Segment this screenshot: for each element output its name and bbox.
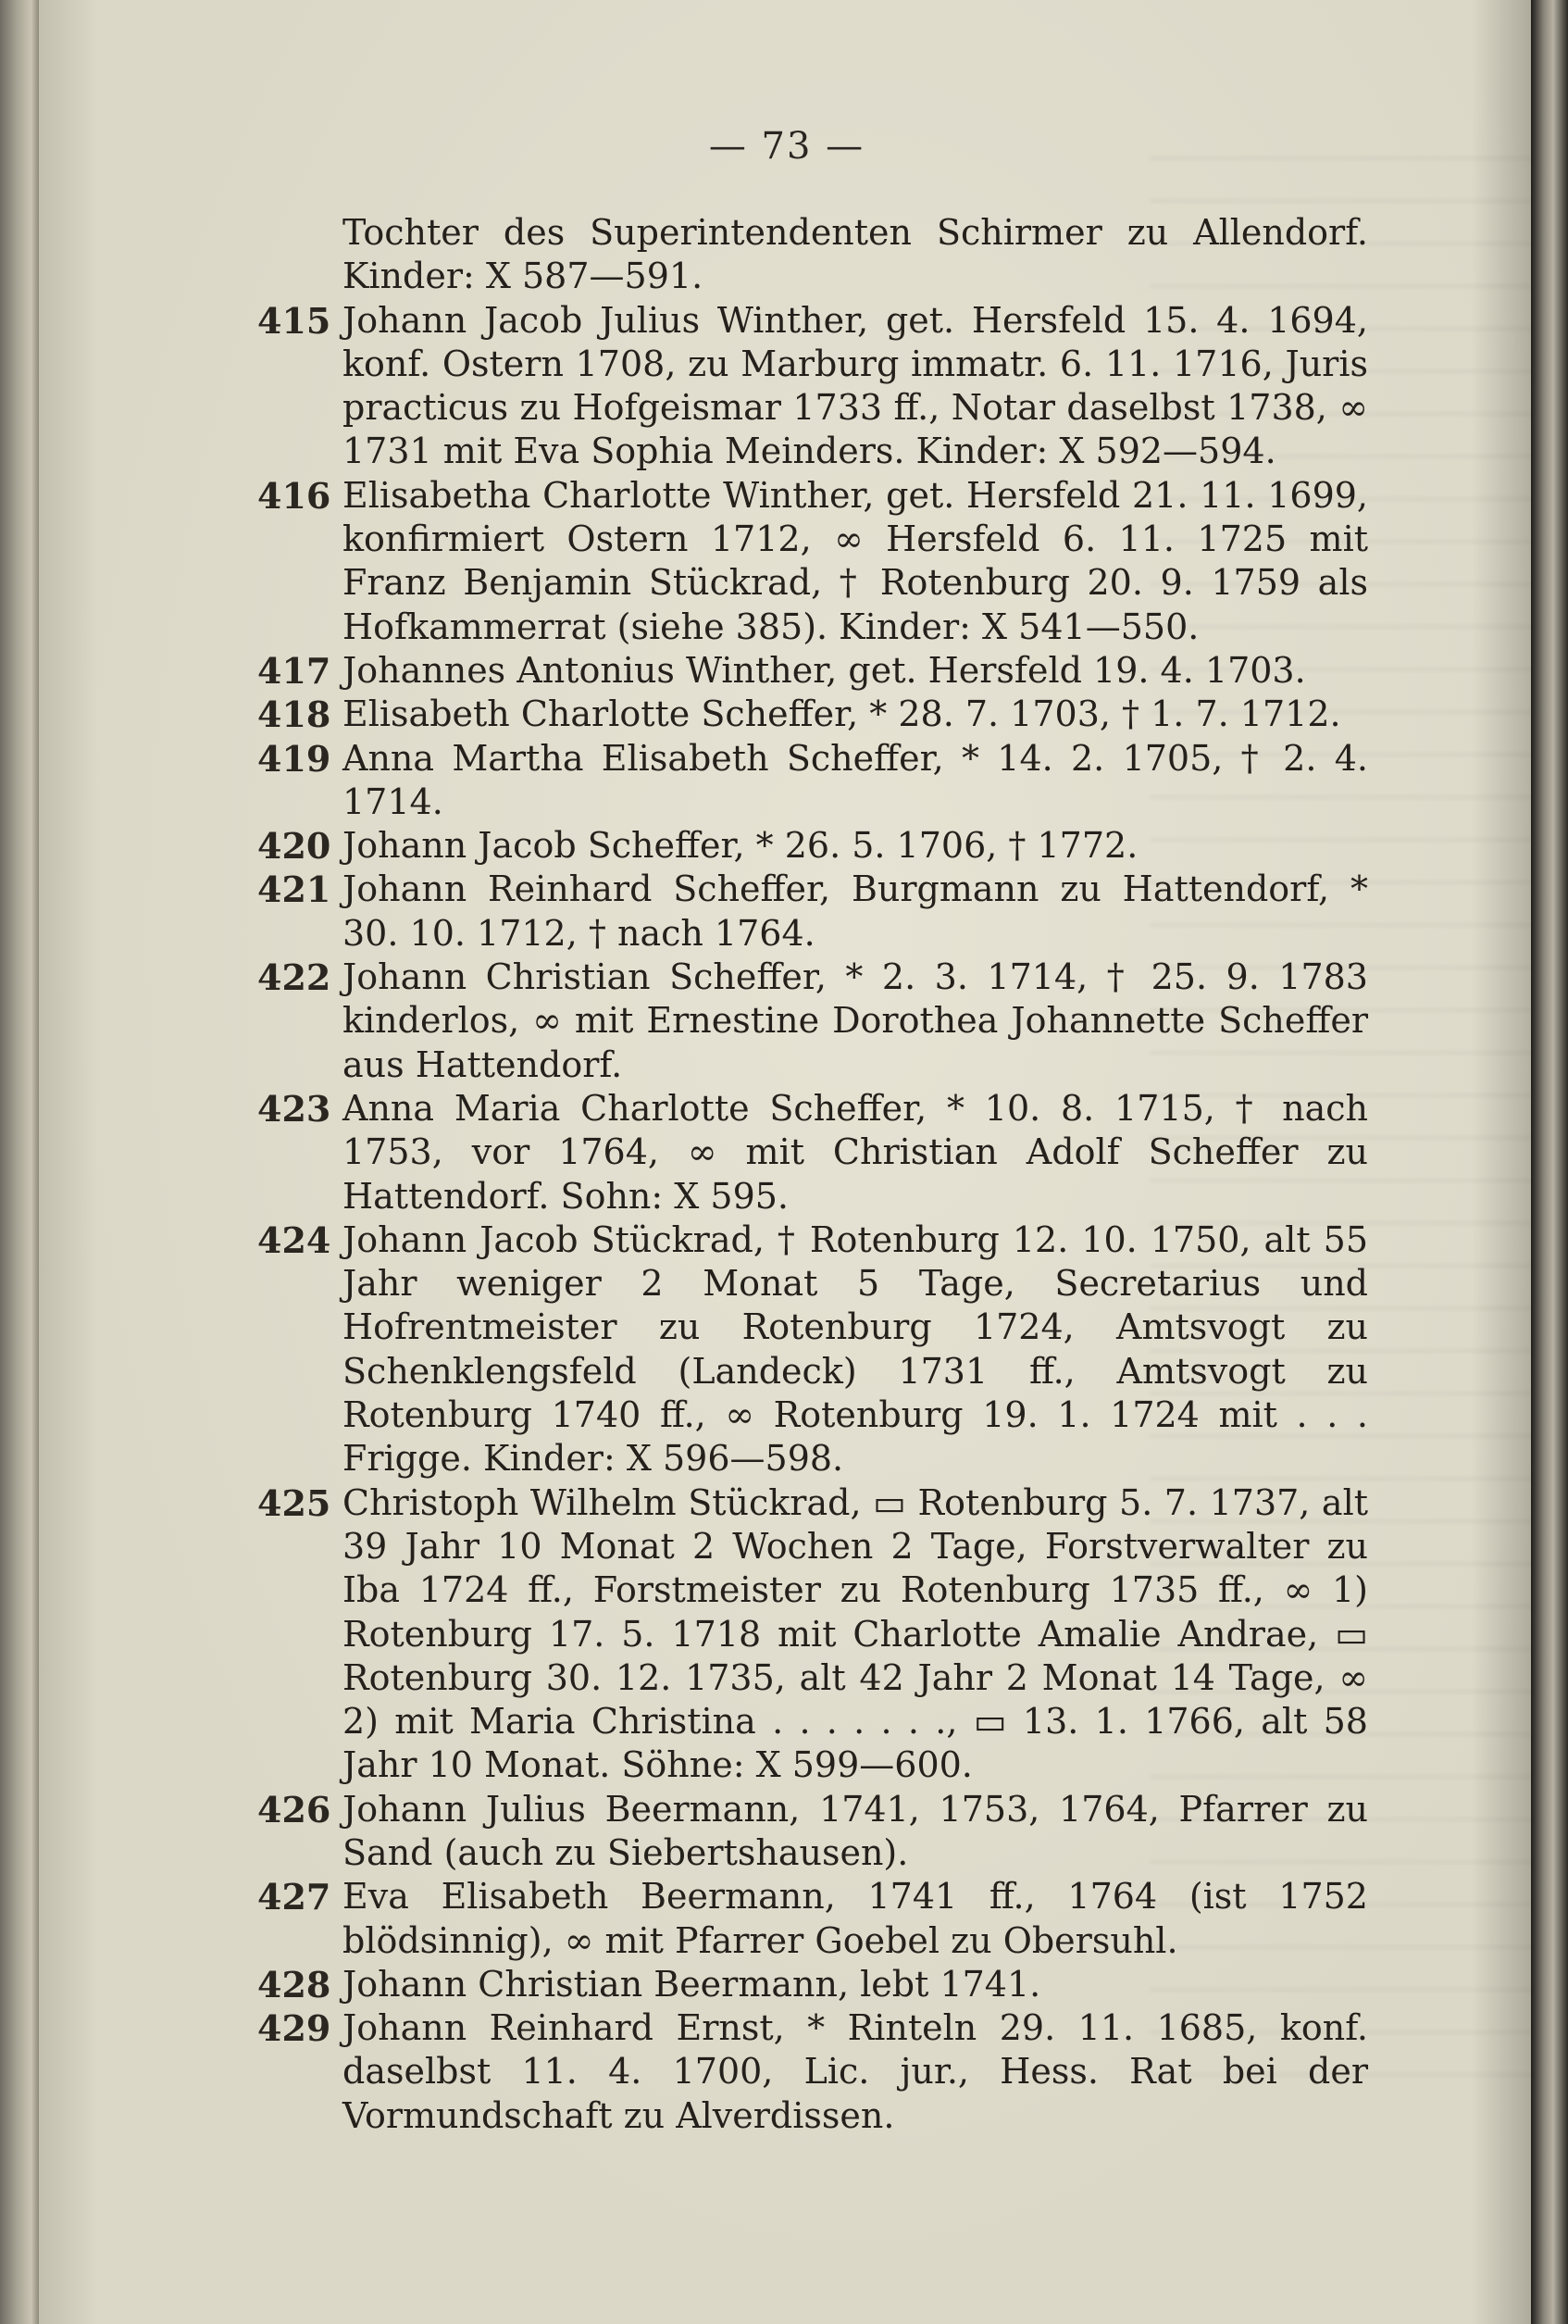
entry-text: Johann Jacob Scheffer, * 26. 5. 1706, † 1772. xyxy=(342,825,1139,867)
genealogy-text xyxy=(257,211,1368,2138)
entry-text: Johann Christian Beermann, lebt 1741. xyxy=(342,1963,1041,2005)
genealogy-entry xyxy=(257,1875,1368,1963)
genealogy-entry xyxy=(257,956,1368,1087)
entry-number: 417 xyxy=(257,649,331,692)
entry-number: 415 xyxy=(257,299,331,342)
entry-number: 420 xyxy=(257,825,331,868)
entry-text: Johann Christian Scheffer, * 2. 3. 1714, † 25. 9. 1783 kinderlos, ∞ mit Ernestine Dorothea Johannette Scheffer aus Hattendorf. xyxy=(342,956,1368,1085)
entry-text: Anna Martha Elisabeth Scheffer, * 14. 2. 1705, † 2. 4. 1714. xyxy=(342,737,1368,822)
entry-number: 426 xyxy=(257,1788,331,1830)
left-page-edge xyxy=(0,0,39,2324)
entry-text: Johann Julius Beermann, 1741, 1753, 1764, Pfarrer zu Sand (auch zu Siebertshausen). xyxy=(342,1788,1368,1873)
entry-text: Johann Reinhard Scheffer, Burgmann zu Hattendorf, * 30. 10. 1712, † nach 1764. xyxy=(342,868,1368,954)
right-page-edge xyxy=(1531,0,1568,2324)
entry-text: Johann Jacob Stückrad, † Rotenburg 12. 10. 1750, alt 55 Jahr weniger 2 Monat 5 Tage, Secretarius und Hofrentmeister zu Rotenburg 1724, Amtsvogt zu Schenklengsfeld (Landeck) 1731 ff., Amtsvogt zu Rotenburg 1740 ff., ∞ Rotenburg 19. 1. 1724 mit . . . Frigge. Kinder: X 596—598. xyxy=(342,1218,1368,1480)
genealogy-entry xyxy=(257,299,1368,474)
genealogy-entry xyxy=(257,2006,1368,2138)
entry-number: 416 xyxy=(257,474,331,517)
genealogy-entry xyxy=(257,1481,1368,1788)
paragraph-text: Tochter des Superintendenten Schirmer zu Allendorf. Kinder: X 587—591. xyxy=(342,212,1368,297)
entry-text: Elisabetha Charlotte Winther, get. Hersfeld 21. 11. 1699, konfirmiert Ostern 1712, ∞ Hersfeld 6. 11. 1725 mit Franz Benjamin Stückrad, † Rotenburg 20. 9. 1759 als Hofkammerrat (siehe 385). Kinder: X 541—550. xyxy=(342,474,1368,647)
genealogy-entry xyxy=(257,737,1368,825)
entry-number: 428 xyxy=(257,1963,331,2005)
genealogy-entry xyxy=(257,649,1368,693)
entry-text: Johann Jacob Julius Winther, get. Hersfeld 15. 4. 1694, konf. Ostern 1708, zu Marburg immatr. 6. 11. 1716, Juris practicus zu Hofgeismar 1733 ff., Notar daselbst 1738, ∞ 1731 mit Eva Sophia Meinders. Kinder: X 592—594. xyxy=(342,299,1368,472)
genealogy-entry xyxy=(257,693,1368,736)
genealogy-entry xyxy=(257,1963,1368,2006)
genealogy-entry xyxy=(257,868,1368,956)
entry-number: 421 xyxy=(257,868,331,911)
entry-number: 429 xyxy=(257,2007,331,2050)
continued-paragraph xyxy=(257,211,1368,299)
entry-number: 424 xyxy=(257,1218,331,1261)
entry-text: Eva Elisabeth Beermann, 1741 ff., 1764 (ist 1752 blödsinnig), ∞ mit Pfarrer Goebel zu Obersuhl. xyxy=(342,1876,1368,1961)
genealogy-entry xyxy=(257,1087,1368,1218)
entry-text: Anna Maria Charlotte Scheffer, * 10. 8. 1715, † nach 1753, vor 1764, ∞ mit Christian Adolf Scheffer zu Hattendorf. Sohn: X 595. xyxy=(342,1087,1368,1217)
entry-number: 425 xyxy=(257,1481,331,1524)
entry-number: 418 xyxy=(257,693,331,736)
entry-number: 423 xyxy=(257,1087,331,1130)
genealogy-entry xyxy=(257,1218,1368,1481)
page-number: — 73 — xyxy=(708,125,865,168)
entry-number: 427 xyxy=(257,1876,331,1918)
genealogy-entry xyxy=(257,824,1368,868)
entry-text: Elisabeth Charlotte Scheffer, * 28. 7. 1703, † 1. 7. 1712. xyxy=(342,693,1341,735)
entry-number: 422 xyxy=(257,956,331,999)
entry-text: Johannes Antonius Winther, get. Hersfeld 19. 4. 1703. xyxy=(342,649,1306,691)
entry-number: 419 xyxy=(257,737,331,780)
entry-text: Christoph Wilhelm Stückrad, ▭ Rotenburg 5. 7. 1737, alt 39 Jahr 10 Monat 2 Wochen 2 Tage, Forstverwalter zu Iba 1724 ff., Forstmeister zu Rotenburg 1735 ff., ∞ 1) Rotenburg 17. 5. 1718 mit Charlotte Amalie Andrae, ▭ Rotenburg 30. 12. 1735, alt 42 Jahr 2 Monat 14 Tage, ∞ 2) mit Maria Christina . . . . . . ., ▭ 13. 1. 1766, alt 58 Jahr 10 Monat. Söhne: X 599—600. xyxy=(342,1481,1368,1786)
genealogy-entry xyxy=(257,1788,1368,1876)
genealogy-entry xyxy=(257,474,1368,649)
entry-text: Johann Reinhard Ernst, * Rinteln 29. 11. 1685, konf. daselbst 11. 4. 1700, Lic. jur., Hess. Rat bei der Vormundschaft zu Alverdissen. xyxy=(342,2007,1368,2136)
